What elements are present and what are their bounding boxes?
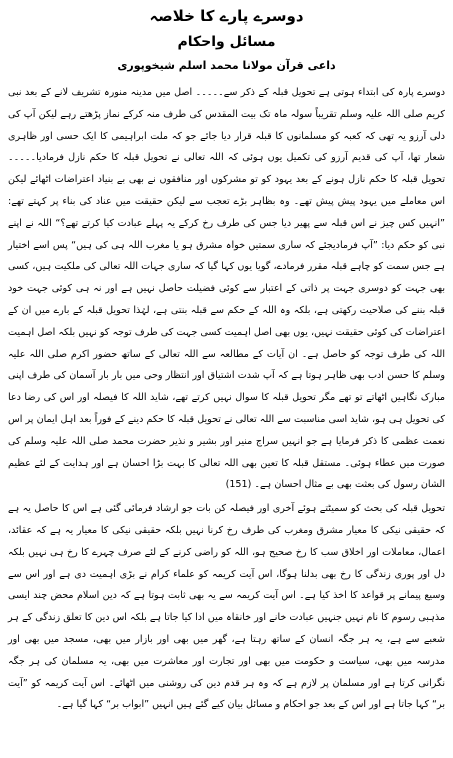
page-subtitle: مسائل واحکام (177, 34, 276, 50)
body-paragraph-1: دوسرے پارہ کی ابتداء ہوتی ہے تحویل قبلہ کے ذکر سے۔۔۔۔۔ اصل میں مدینہ منورہ تشریف لانے کے بعد نبی کریم صلی اللہ علیہ وسلم تقریباً سولہ ماہ تک بیت المقدس کی طرف منہ کرکے نماز پڑھتے رہے لیکن آپ کی دلی آرزو یہ تھی کہ کعبہ کو مسلمانوں کا قبلہ قرار دیا جائے جو کہ ملت ابراہیمی کا ایک حسی اور ظاہری شعار تھا، آپ کی قدیم آرزو کی تکمیل یوں ہوئی کہ اللہ تعالی نے تحویل قبلہ کا حکم نازل فرمادیا۔۔۔۔۔ تحویل قبلہ کا حکم نازل ہونے کے بعد یہود کو تو مشرکوں اور منافقوں نے بھی بے بنیاد اعتراضات اٹھائے لیکن اس معاملے میں یہود پیش پیش تھے۔ وہ بظاہر بڑے تعجب سے لیکن حقیقت میں عناد کی بناء پر کہتے تھے: ”انہیں کس چیز نے اس قبلہ سے پھیر دیا جس کی طرف رخ کرکے یہ پہلے عبادت کیا کرتے تھے؟“ اللہ نے اپنے نبی کو حکم دیا: ”آپ فرمادیجئے کہ ساری سمتیں خواہ مشرق ہو یا مغرب اللہ ہی کی ہیں“ پس اسے اختیار ہے جس سمت کو چاہے قبلہ مقرر فرمادے، گویا یوں کہا گیا کہ ساری جہات اللہ تعالی کی ملکیت ہیں، کسی بھی جہت کو دوسری جہت پر ذاتی کے اعتبار سے کوئی فضیلت حاصل نہیں ہے اور نہ ہی کوئی جہت خود قبلہ بننے کی صلاحیت رکھتی ہے، بلکہ وہ اللہ کے حکم سے قبلہ بنتی ہے، لہٰذا تحویل قبلہ کے بارے میں ان کے اعتراضات کی کوئی حقیقت نہیں، یوں بھی اصل اہمیت کسی جہت کی طرف توجہ کو نہیں بلکہ اصل اہمیت اللہ کی طرف توجہ کو حاصل ہے۔ ان آیات کے مطالعہ سے اللہ تعالی کے ساتھ حضور اکرم صلی اللہ علیہ وسلم کا حسن ادب بھی ظاہر ہوتا ہے کہ آپ شدت اشتیاق اور انتظار وحی میں بار بار آسمان کی طرف اپنی مبارک نگاہیں اٹھاتے تو تھے مگر تحویل قبلہ کا سوال نہیں کرتے تھے، شاید اللہ کا فیصلہ اور اس کی رضا دعا کی تحویل ہی ہو، شاید اسی مناسبت سے اللہ تعالی نے تحویل قبلہ کا حکم دینے کے فوراً بعد اہل ایمان پر اس نعمت عظمی کا ذکر فرمایا ہے جو انہیں سراج منیر اور بشیر و نذیر حضرت محمد صلی اللہ علیہ وسلم کی صورت میں عطاء ہوئی۔ مستقل قبلہ کا تعین بھی اللہ تعالی کا بہت بڑا احسان ہے اور ہدایت کے لئے عظیم الشان رسول کی بعثت بھی بے مثال احسان ہے۔ (151) (8, 87, 445, 491)
body-paragraph-2: تحویل قبلہ کی بحث کو سمیٹتے ہوئے آخری اور فیصلہ کن بات جو ارشاد فرمائی گئی ہے اس کا حاصل یہ ہے کہ حقیقی نیکی کا معیار مشرق ومغرب کی طرف رخ کرنا نہیں بلکہ حقیقی نیکی کا معیار یہ ہے کہ عقائد، اعمال، معاملات اور اخلاق سب کا رخ صحیح ہو، اللہ کو راضی کرنے کے لئے صرف چہرے کا رخ ہی نہیں بلکہ دل اور پوری زندگی کا رخ بھی بدلنا ہوگا، اس آیت کریمہ کو علماء کرام نے بڑی اہمیت دی ہے اور اس سے وسیع پیمانے پر قواعد کا اخذ کیا ہے۔ اس آیت کریمہ سے یہ بھی ثابت ہوتا ہے کہ دین اسلام محض چند ایسی مذہبی رسوم کا نام نہیں جنہیں عبادت خانے اور خانقاہ میں ادا کیا جاتا ہے بلکہ اس دین کا تعلق زندگی کے ہر شعبے سے ہے، یہ ہر جگہ انسان کے ساتھ رہتا ہے، گھر میں بھی اور بازار میں بھی، مسجد میں بھی اور مدرسہ میں بھی، سیاست و حکومت میں بھی اور تجارت اور معاشرت میں بھی، یہ مسلمان کی ہر جگہ نگرانی کرتا ہے اور مسلمان پر لازم ہے کہ وہ ہر قدم دین کی روشنی میں اٹھائے۔ اس آیت کریمہ کو ”آیت بر“ کہا جاتا ہے اور اس کے بعد جو احکام و مسائل بیان کیے گئے ہیں انہیں ”ابواب بر“ کہا گیا ہے۔ (8, 503, 445, 711)
author-line: داعی قرآن مولانا محمد اسلم شیخوپوری (117, 59, 336, 72)
page-title: دوسرے پارے کا خلاصہ (149, 7, 304, 25)
